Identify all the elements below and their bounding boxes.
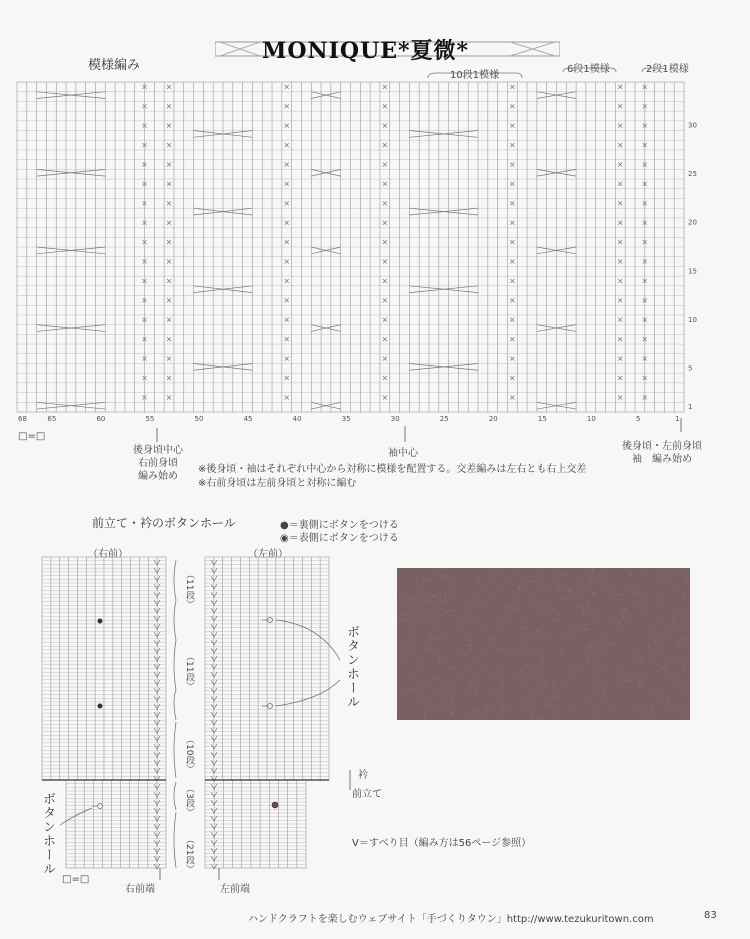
button-dot-2 (98, 704, 103, 709)
marker-right-start-line1: 後身頃・左前身頃 (622, 441, 702, 452)
pattern-note-2: ※右前身頃は左前身頃と対称に編む (198, 478, 357, 489)
front-band-label: 前立て (352, 789, 382, 800)
col-number: 1 (675, 415, 680, 423)
col-number: 25 (439, 415, 449, 423)
row-number: 1 (688, 403, 693, 412)
buttonhole-label-left: ボタンホール (344, 625, 359, 709)
row-number: 15 (688, 267, 697, 276)
marker-right-start-line2: 袖 編み始め (632, 454, 692, 465)
placket-legend: □=□ (62, 874, 90, 885)
row-number: 30 (688, 121, 697, 130)
marker-back-center-line3: 編み始め (138, 471, 178, 482)
row-number: 25 (688, 170, 697, 179)
button-dot-1 (98, 619, 103, 624)
col-number: 15 (537, 415, 547, 423)
row-count-2: （11段） (184, 652, 194, 691)
collar-label: 衿 (358, 770, 368, 781)
col-number: 55 (145, 415, 155, 423)
col-number: 65 (47, 415, 57, 423)
marker-back-center-line1: 後身頃中心 (133, 445, 183, 456)
left-edge-label: 左前端 (220, 884, 250, 895)
pattern-note-1: ※後身頃・袖はそれぞれ中心から対称に模様を配置する。交差編みは左右とも右上交差 (198, 464, 587, 475)
swatch-texture (397, 568, 690, 720)
col-number: 30 (390, 415, 400, 423)
col-number: 35 (341, 415, 351, 423)
col-number: 40 (292, 415, 302, 423)
repeat-label-2: 2段1模様 (646, 64, 689, 75)
col-number: 60 (96, 415, 106, 423)
placket-title: 前立て・衿のボタンホール (92, 516, 236, 530)
button-legend-back: ●＝裏側にボタンをつける (280, 520, 399, 531)
col-number: 10 (586, 415, 596, 423)
slip-stitch-note: V＝すべり目（編み方は56ページ参照） (352, 838, 532, 849)
chart-legend: □=□ (18, 431, 46, 442)
buttonhole-label-right: ボタンホール (40, 792, 55, 876)
col-number: 20 (488, 415, 498, 423)
row-count-3: （10段） (184, 735, 194, 774)
footer-text: ハンドクラフトを楽しむウェブサイト「手づくりタウン」http://www.tezukuritown.com (248, 914, 654, 925)
repeat-label-6: 6段1模様 (567, 64, 610, 75)
row-number: 5 (688, 364, 693, 373)
left-front-label: （左前） (248, 549, 288, 560)
pattern-title: 模様編み (88, 58, 141, 73)
col-number: 68 (18, 415, 27, 423)
row-count-4: （3段） (184, 784, 194, 817)
col-number: 45 (243, 415, 253, 423)
knit-swatch-photo (397, 568, 690, 720)
marker-back-center-line2: 右前身頃 (138, 458, 178, 469)
col-number: 50 (194, 415, 204, 423)
row-count-1: （11段） (184, 570, 194, 609)
right-front-label: （右前） (88, 549, 128, 560)
col-number: 5 (635, 415, 641, 423)
repeat-label-10: 10段1模様 (450, 70, 500, 81)
button-dot-front (272, 802, 278, 808)
row-count-5: （21段） (184, 835, 194, 874)
button-legend-front: ◉＝表側にボタンをつける (280, 533, 399, 544)
right-edge-label: 右前端 (125, 884, 155, 895)
watermark-text: MONIQUE*夏微* (262, 38, 470, 64)
row-number: 10 (688, 315, 697, 324)
row-number: 20 (688, 218, 697, 227)
marker-sleeve-center: 袖中心 (388, 448, 418, 459)
page-number: 83 (704, 910, 717, 921)
